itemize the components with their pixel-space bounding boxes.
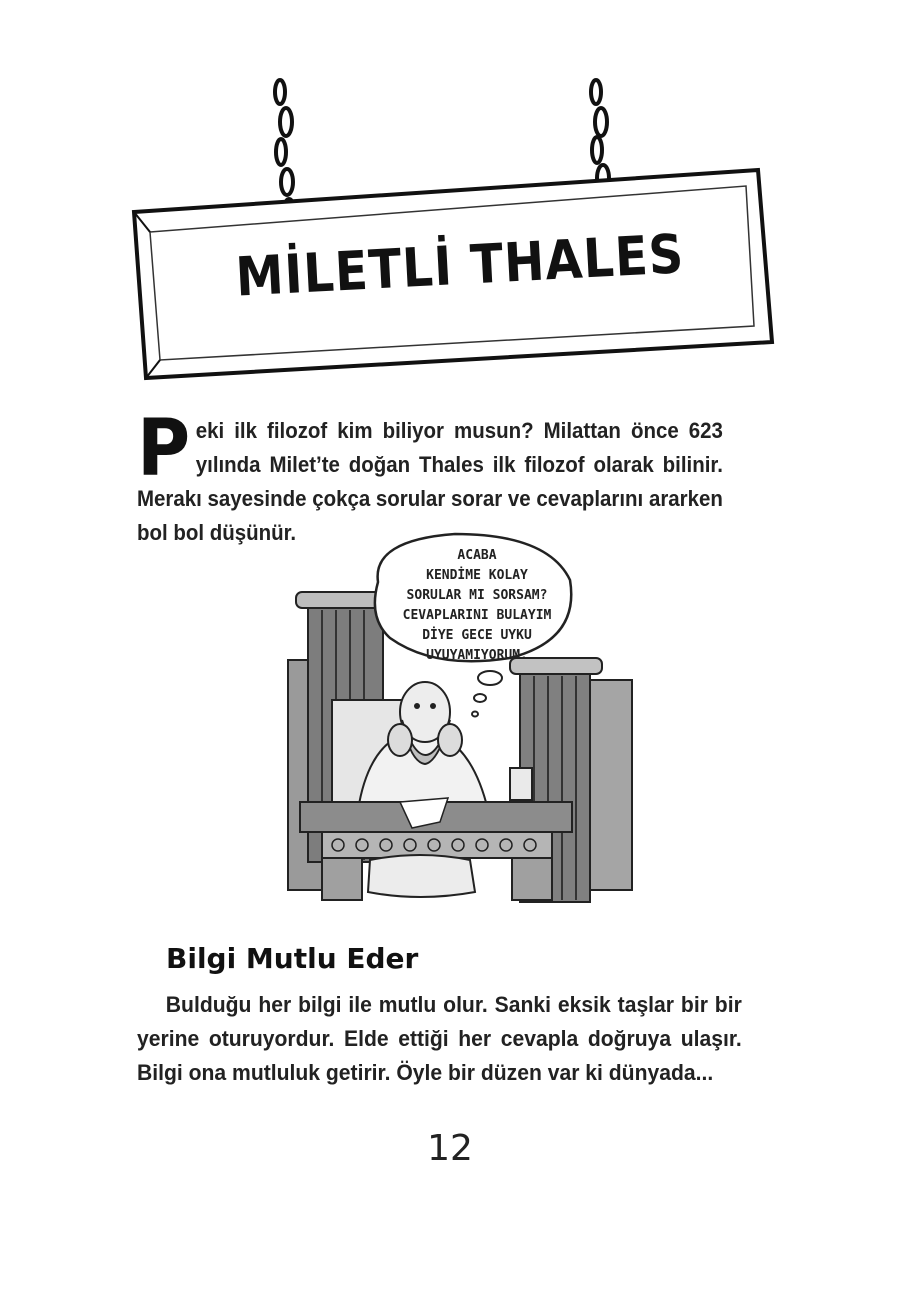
drop-cap: P bbox=[137, 404, 191, 494]
hanging-sign-drawing bbox=[0, 0, 900, 400]
left-chain-icon bbox=[275, 80, 293, 213]
chapter-sign bbox=[0, 0, 900, 400]
chapter-title: MİLETLİ THALES bbox=[234, 222, 686, 310]
section-paragraph: Bulduğu her bilgi ile mutlu olur. Sanki eksik taşlar bir bir yerine oturuyordur. Elde ettiği her cevapla doğruya ulaşır. Bilgi ona mutluluk getirir. Öyle bir düzen var ki dünyada... bbox=[137, 992, 742, 1085]
speech-bubble-text: ACABA KENDİME KOLAY SORULAR MI SORSAM? CEVAPLARINI BULAYIM DİYE GECE UYKU UYUYAMIYORUM. bbox=[402, 548, 552, 663]
section-title: Bilgi Mutlu Eder bbox=[166, 942, 419, 975]
page-number: 12 bbox=[427, 1128, 473, 1169]
intro-text: eki ilk filozof kim biliyor musun? Milattan önce 623 yılında Milet’te doğan Thales ilk filozof olarak bilinir. Merakı sayesinde çokça sorular sorar ve cevaplarını ararken bol bol düşünür. bbox=[137, 418, 723, 545]
